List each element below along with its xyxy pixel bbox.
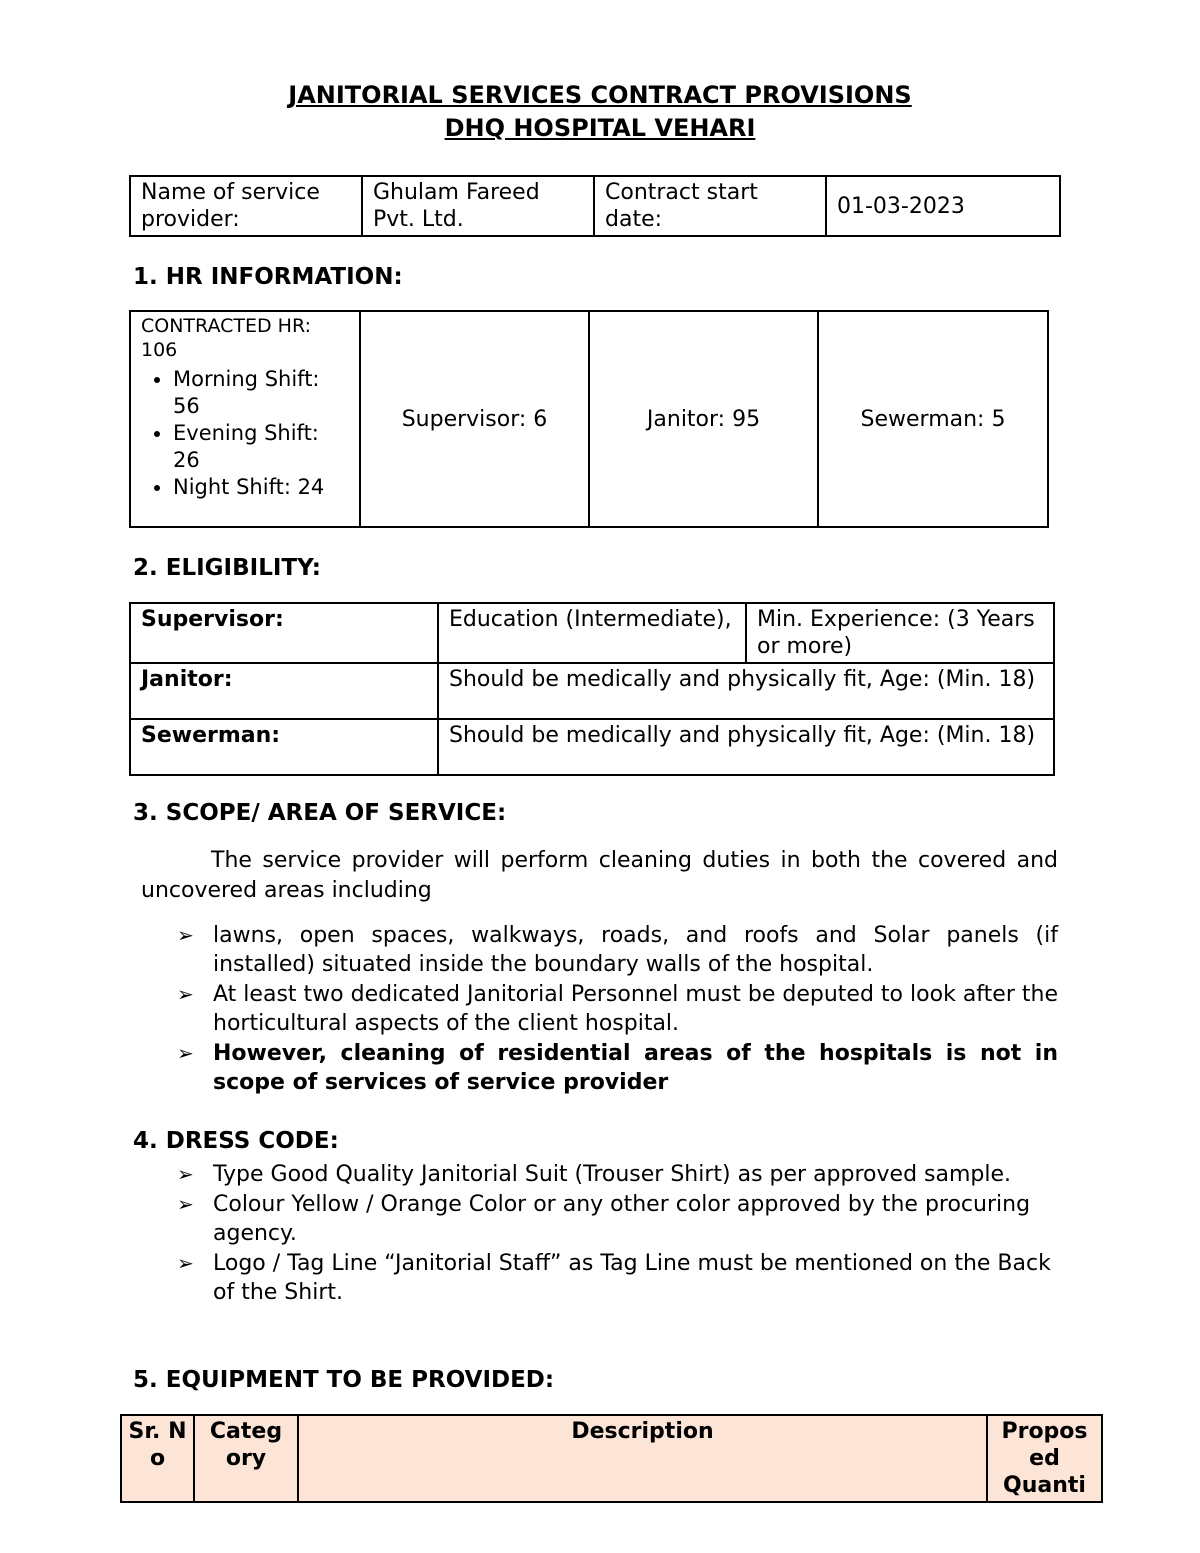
hr-heading: 1. HR INFORMATION: [133, 264, 403, 290]
arrow-bullet-icon: ➢ [177, 1041, 194, 1065]
start-date-value: 01-03-2023 [826, 176, 1060, 236]
hr-janitor: Janitor: 95 [589, 311, 818, 527]
contracted-hr: CONTRACTED HR: 106 [141, 315, 311, 361]
eligibility-sewerman-label: Sewerman: [130, 719, 438, 775]
arrow-bullet-icon: ➢ [177, 1251, 194, 1275]
arrow-bullet-icon: ➢ [177, 1192, 194, 1216]
list-item: ➢ Colour Yellow / Orange Color or any other color approved by the procuring agency. [177, 1192, 1031, 1246]
shift-morning: • Morning Shift: 56 [173, 366, 351, 420]
list-item: ➢ Logo / Tag Line “Janitorial Staff” as Tag Line must be mentioned on the Back of the Shirt. [177, 1251, 1051, 1305]
equipment-col-sr: Sr. No [121, 1415, 194, 1502]
shift-evening: • Evening Shift: 26 [173, 420, 351, 474]
scope-heading: 3. SCOPE/ AREA OF SERVICE: [133, 800, 507, 826]
shift-night: • Night Shift: 24 [173, 474, 351, 501]
arrow-bullet-icon: ➢ [177, 923, 194, 947]
scope-list [135, 921, 1058, 1098]
list-item: ➢ At least two dedicated Janitorial Personnel must be deputed to look after the horticultural aspects of the client hospital. [177, 982, 1058, 1036]
hr-sewerman: Sewerman: 5 [818, 311, 1048, 527]
equipment-heading: 5. EQUIPMENT TO BE PROVIDED: [133, 1367, 555, 1393]
contract-info-table [129, 175, 1061, 237]
arrow-bullet-icon: ➢ [177, 982, 194, 1006]
shift-list [141, 366, 351, 501]
document-subtitle: DHQ HOSPITAL VEHARI [444, 114, 756, 142]
eligibility-heading: 2. ELIGIBILITY: [133, 555, 321, 581]
dress-list [135, 1160, 1058, 1308]
equipment-table [120, 1414, 1103, 1503]
hr-table [129, 310, 1049, 528]
equipment-col-category: Categ ory [194, 1415, 298, 1502]
equipment-col-description: Description [298, 1415, 987, 1502]
hr-supervisor: Supervisor: 6 [360, 311, 589, 527]
equipment-col-quantity: Propos ed Quanti [987, 1415, 1102, 1502]
eligibility-supervisor-experience: Min. Experience: (3 Years or more) [746, 603, 1054, 663]
start-date-label: Contract start date: [594, 176, 826, 236]
eligibility-supervisor-education: Education (Intermediate), [438, 603, 746, 663]
scope-intro: The service provider will perform cleaning duties in both the covered and uncovered areas including [141, 848, 1058, 903]
eligibility-sewerman-req: Should be medically and physically fit, Age: (Min. 18) [438, 719, 1054, 775]
provider-label: Name of service provider: [130, 176, 362, 236]
document-title: JANITORIAL SERVICES CONTRACT PROVISIONS [288, 81, 912, 109]
eligibility-table [129, 602, 1055, 776]
dress-heading: 4. DRESS CODE: [133, 1128, 339, 1154]
eligibility-janitor-label: Janitor: [130, 663, 438, 719]
eligibility-janitor-req: Should be medically and physically fit, Age: (Min. 18) [438, 663, 1054, 719]
list-item: ➢ lawns, open spaces, walkways, roads, and roofs and Solar panels (if installed) situated inside the boundary walls of the hospital. [177, 923, 1058, 977]
eligibility-supervisor-label: Supervisor: [130, 603, 438, 663]
list-item: ➢ However, cleaning of residential areas of the hospitals is not in scope of services of service provider [177, 1041, 1058, 1095]
list-item: ➢ Type Good Quality Janitorial Suit (Trouser Shirt) as per approved sample. [177, 1162, 1012, 1187]
contracted-hr-cell [130, 311, 360, 527]
arrow-bullet-icon: ➢ [177, 1162, 194, 1186]
provider-value: Ghulam Fareed Pvt. Ltd. [362, 176, 594, 236]
